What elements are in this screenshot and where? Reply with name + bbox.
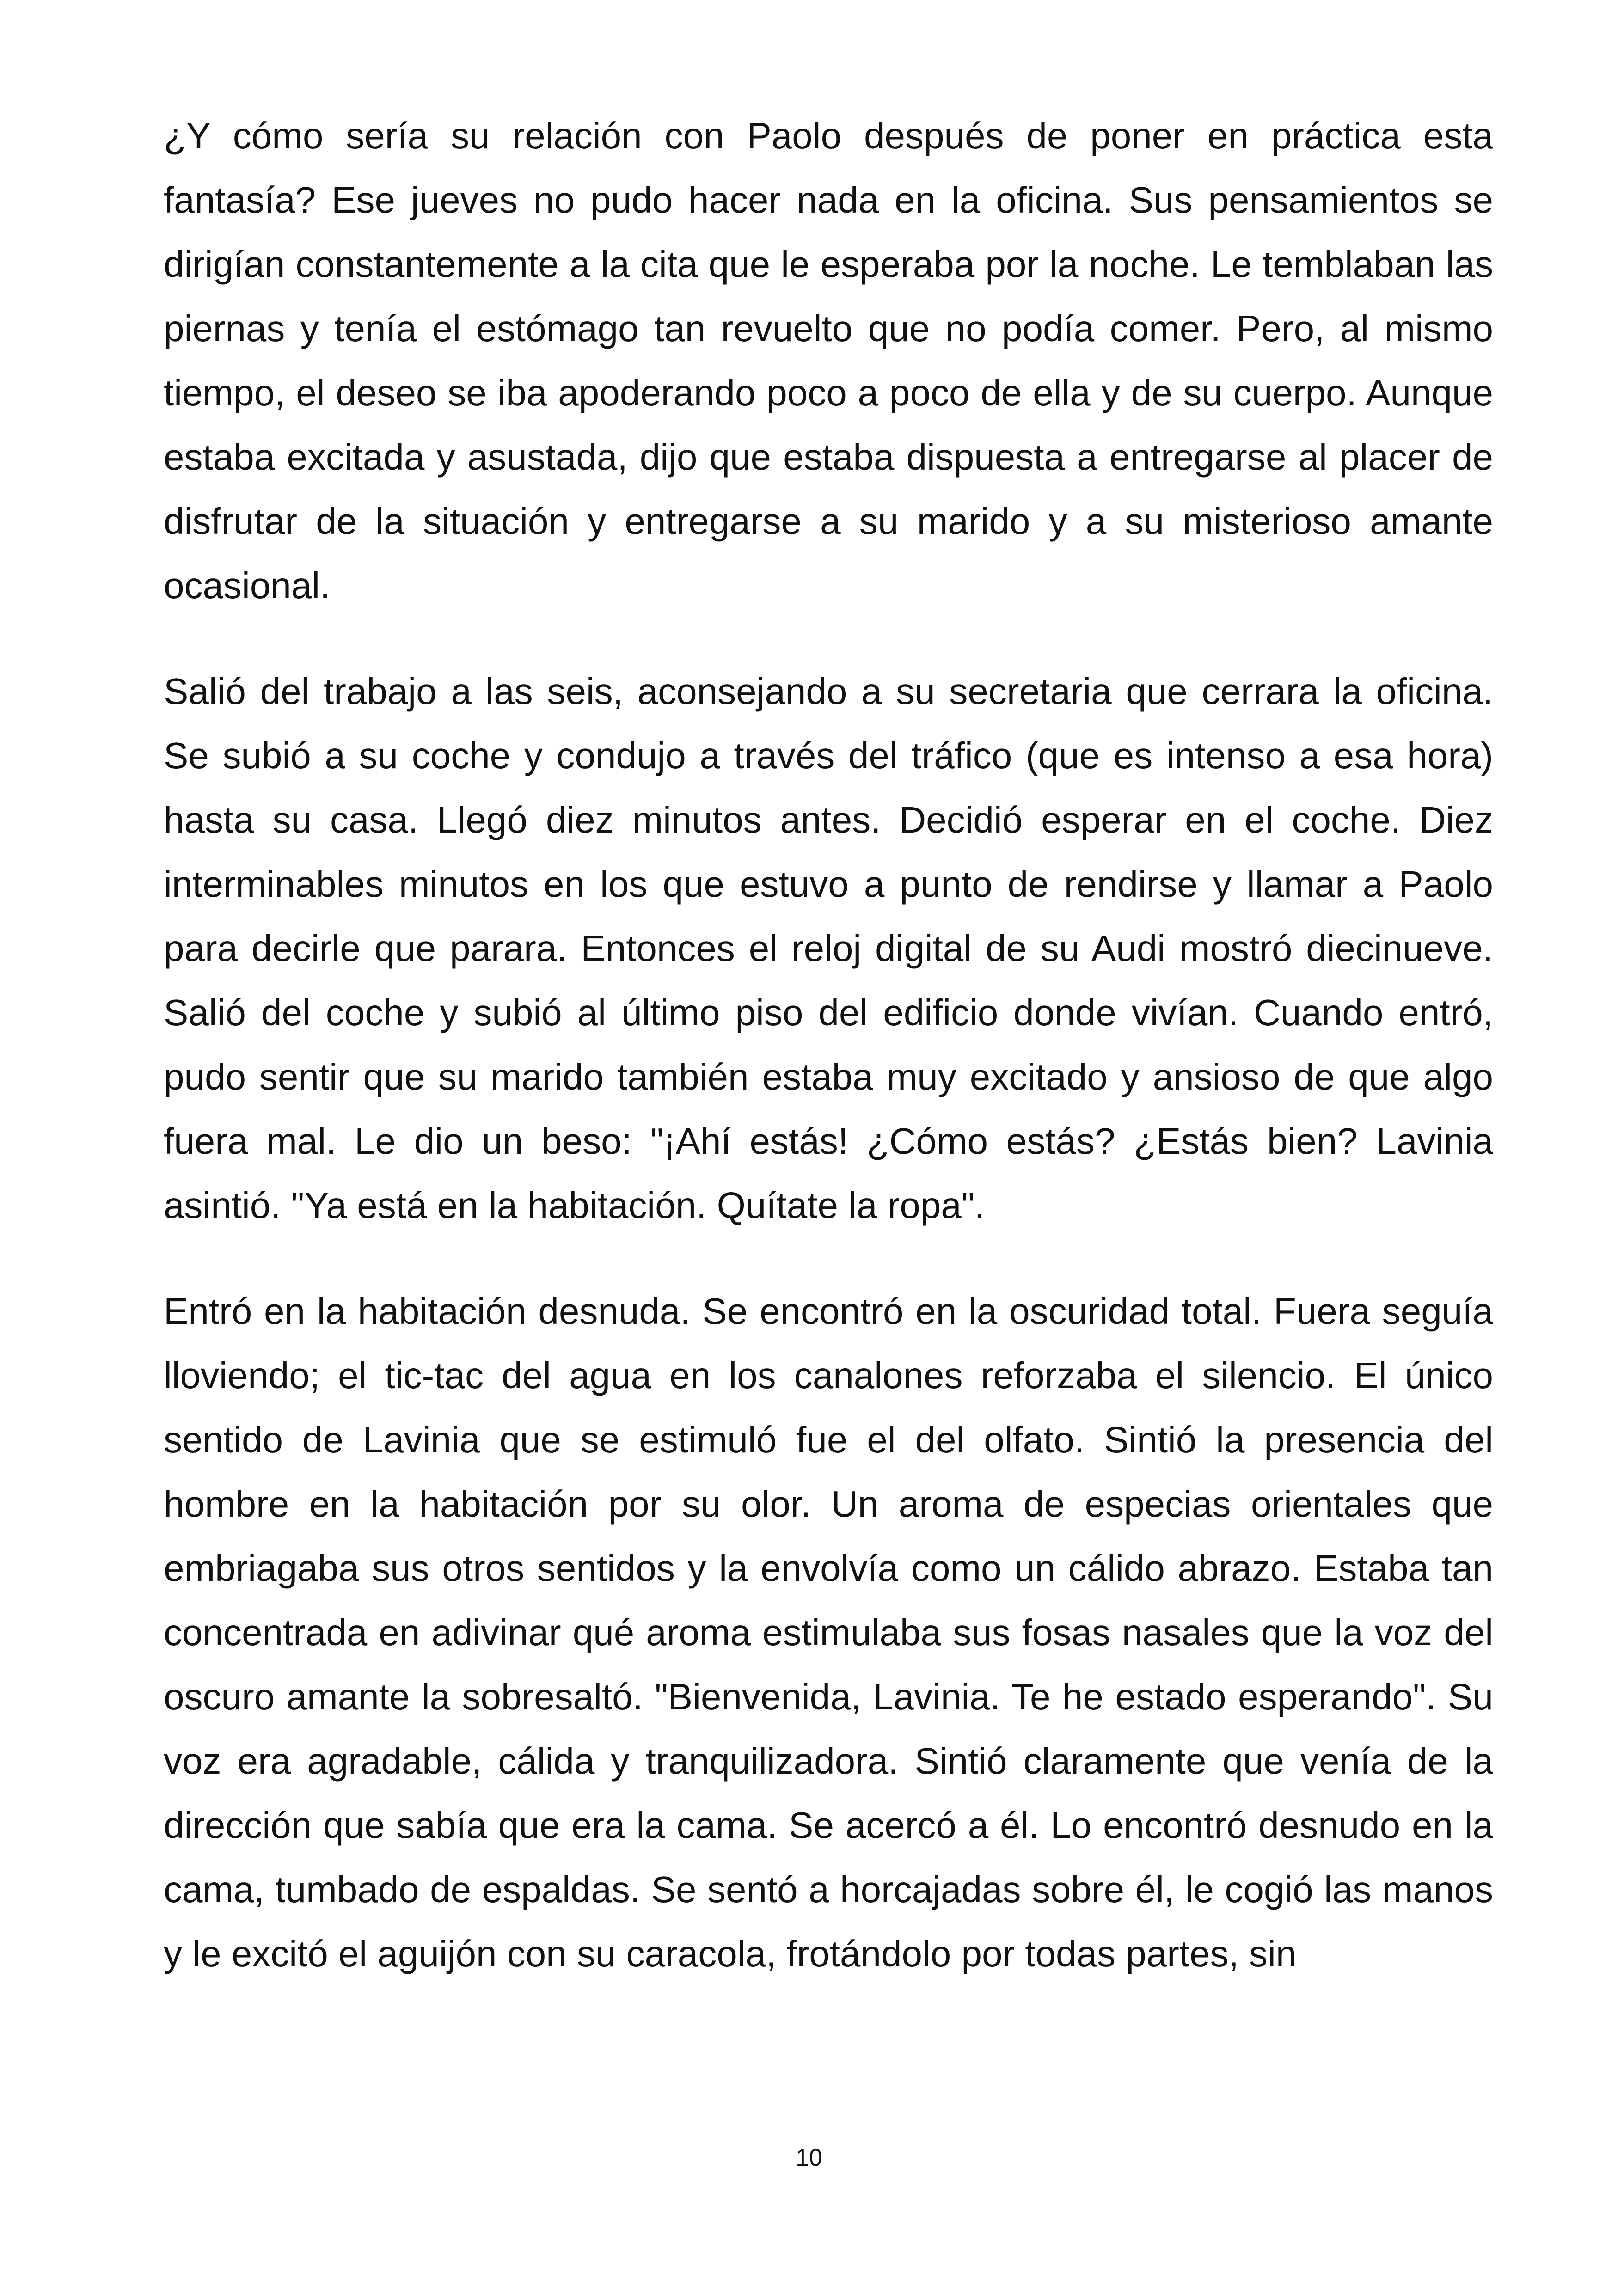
- paragraph-2: Salió del trabajo a las seis, aconsejando a su secretaria que cerrara la oficina. Se subió a su coche y condujo a través del tráfico (que es intenso a esa hora) hasta su casa. Llegó diez minutos antes. Decidió esperar en el coche. Diez interminables minutos en los que estuvo a punto de rendirse y llamar a Paolo para decirle que parara. Entonces el reloj digital de su Audi mostró diecinueve. Salió del coche y subió al último piso del edificio donde vivían. Cuando entró, pudo sentir que su marido también estaba muy excitado y ansioso de que algo fuera mal. Le dio un beso: "¡Ahí estás! ¿Cómo estás? ¿Estás bien? Lavinia asintió. "Ya está en la habitación. Quítate la ropa".: [164, 671, 1493, 1226]
- body-text: [164, 104, 1493, 2027]
- page-number: 10: [796, 2144, 822, 2171]
- paragraph-3: Entró en la habitación desnuda. Se encontró en la oscuridad total. Fuera seguía lloviendo; el tic-tac del agua en los canalones reforzaba el silencio. El único sentido de Lavinia que se estimuló fue el del olfato. Sintió la presencia del hombre en la habitación por su olor. Un aroma de especias orientales que embriagaba sus otros sentidos y la envolvía como un cálido abrazo. Estaba tan concentrada en adivinar qué aroma estimulaba sus fosas nasales que la voz del oscuro amante la sobresaltó. "Bienvenida, Lavinia. Te he estado esperando". Su voz era agradable, cálida y tranquilizadora. Sintió claramente que venía de la dirección que sabía que era la cama. Se acercó a él. Lo encontró desnudo en la cama, tumbado de espaldas. Se sentó a horcajadas sobre él, le cogió las manos y le excitó el aguijón con su caracola, frotándolo por todas partes, sin: [164, 1291, 1493, 1974]
- paragraph-1: ¿Y cómo sería su relación con Paolo después de poner en práctica esta fantasía? Ese jueves no pudo hacer nada en la oficina. Sus pensamientos se dirigían constantemente a la cita que le esperaba por la noche. Le temblaban las piernas y tenía el estómago tan revuelto que no podía comer. Pero, al mismo tiempo, el deseo se iba apoderando poco a poco de ella y de su cuerpo. Aunque estaba excitada y asustada, dijo que estaba dispuesta a entregarse al placer de disfrutar de la situación y entregarse a su marido y a su misterioso amante ocasional.: [164, 115, 1493, 606]
